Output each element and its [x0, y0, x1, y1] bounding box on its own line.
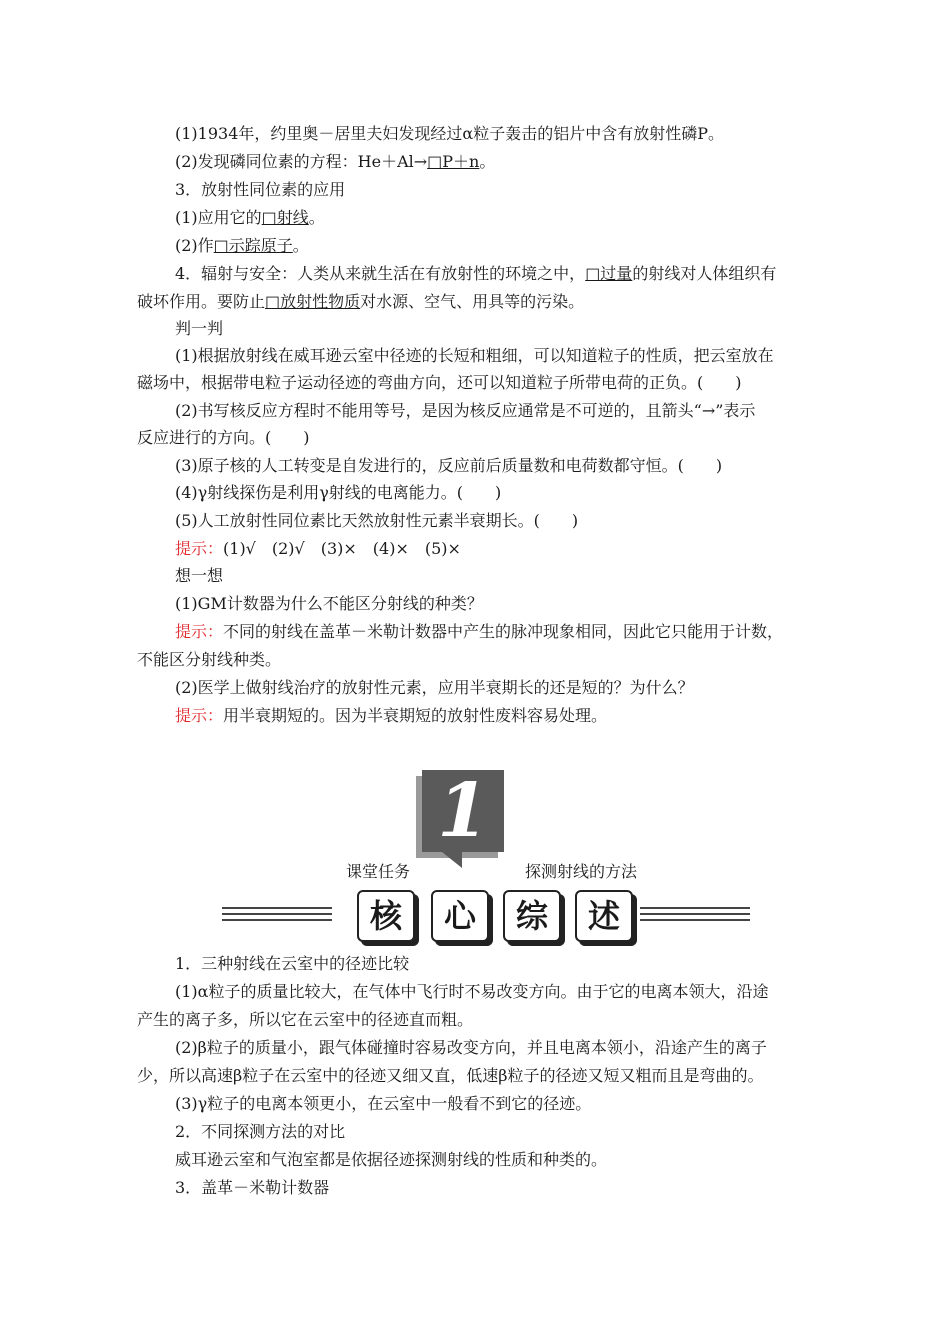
text-line: (2)医学上做射线治疗的放射性元素，应用半衰期长的还是短的？为什么？ — [175, 678, 694, 697]
hint-line — [175, 539, 461, 559]
text-line: 产生的离子多，所以它在云室中的径迹直而粗。 — [137, 1010, 474, 1029]
text-line: 2．不同探测方法的对比 — [175, 1122, 346, 1141]
section-heading: 想一想 — [175, 566, 224, 585]
heading-char-box — [431, 890, 489, 942]
text-span: (1)应用它的 — [175, 208, 262, 227]
hint-line — [175, 622, 783, 642]
heading-char-box — [357, 890, 415, 942]
text-line: 少，所以高速β粒子在云室中的径迹又细又直，低速β粒子的径迹又短又粗而且是弯曲的。 — [137, 1066, 764, 1085]
text-span: 4．辐射与安全：人类从来就生活在有放射性的环境之中， — [175, 264, 586, 283]
hint-line — [175, 706, 607, 726]
blank-answer: □放射性物质 — [265, 292, 361, 311]
heading-char-box — [575, 890, 633, 942]
divider-right — [640, 913, 750, 915]
text-line — [175, 152, 495, 172]
hint-label: 提示： — [175, 622, 224, 641]
task-label: 课堂任务 — [346, 862, 411, 881]
text-line — [175, 264, 776, 284]
text-line: 磁场中，根据带电粒子运动径迹的弯曲方向，还可以知道粒子所带电荷的正负。( ) — [137, 373, 742, 392]
heading-char: 述 — [587, 897, 620, 935]
text-span: 用半衰期短的。因为半衰期短的放射性废料容易处理。 — [223, 706, 608, 725]
blank-answer: □P＋n — [427, 152, 480, 171]
text-span: 不同的射线在盖革－米勒计数器中产生的脉冲现象相同，因此它只能用于计数， — [223, 622, 784, 641]
text-line: 不能区分射线种类。 — [137, 650, 282, 669]
heading-char-box — [503, 890, 561, 942]
text-line: (5)人工放射性同位素比天然放射性元素半衰期长。( ) — [175, 511, 579, 530]
hint-label: 提示： — [175, 706, 224, 725]
text-line: 威耳逊云室和气泡室都是依据径迹探测射线的性质和种类的。 — [175, 1150, 608, 1169]
text-span: (2)发现磷同位素的方程：He＋Al→ — [175, 152, 428, 171]
text-line: (1)α粒子的质量比较大，在气体中飞行时不易改变方向。由于它的电离本领大，沿途 — [175, 982, 769, 1001]
text-line — [137, 292, 584, 312]
text-line: (1)根据放射线在威耳逊云室中径迹的长短和粗细，可以知道粒子的性质，把云室放在 — [175, 346, 774, 365]
text-span: 。 — [308, 208, 325, 227]
blank-answer: □射线 — [261, 208, 309, 227]
hint-label: 提示： — [175, 539, 224, 558]
text-line: (3)原子核的人工转变是自发进行的，反应前后质量数和电荷数都守恒。( ) — [175, 456, 723, 475]
heading-char: 心 — [443, 897, 476, 935]
blank-answer: □示踪原子 — [213, 236, 293, 255]
section-heading: 判一判 — [175, 319, 224, 338]
text-line: (1)GM计数器为什么不能区分射线的种类？ — [175, 594, 483, 613]
divider-left — [222, 919, 332, 921]
task-title: 探测射线的方法 — [525, 862, 638, 881]
heading-char: 综 — [515, 897, 548, 935]
text-span: 对水源、空气、用具等的污染。 — [360, 292, 585, 311]
text-line — [175, 208, 325, 228]
text-span: 。 — [292, 236, 309, 255]
divider-right — [640, 919, 750, 921]
divider-left — [222, 907, 332, 909]
lesson-number: 1 — [437, 768, 489, 854]
text-span: 。 — [479, 152, 496, 171]
text-line: (3)γ粒子的电离本领更小，在云室中一般看不到它的径迹。 — [175, 1094, 592, 1113]
heading-char: 核 — [369, 897, 402, 935]
divider-left — [222, 913, 332, 915]
blank-answer: □过量 — [585, 264, 633, 283]
number-block-tail — [442, 852, 462, 868]
text-span: 的射线对人体组织有 — [632, 264, 777, 283]
text-line: (2)书写核反应方程时不能用等号，是因为核反应通常是不可逆的，且箭头“→”表示 — [175, 401, 756, 420]
text-line: 3．放射性同位素的应用 — [175, 180, 346, 199]
text-line — [175, 236, 309, 256]
text-line: (2)β粒子的质量小，跟气体碰撞时容易改变方向，并且电离本领小，沿途产生的离子 — [175, 1038, 767, 1057]
text-span: (2)作 — [175, 236, 214, 255]
divider-right — [640, 907, 750, 909]
text-line: 反应进行的方向。( ) — [137, 428, 310, 447]
text-line: (1)1934年，约里奥－居里夫妇发现经过α粒子轰击的铝片中含有放射性磷P。 — [175, 124, 724, 143]
text-line: (4)γ射线探伤是利用γ射线的电离能力。( ) — [175, 483, 502, 502]
text-line: 3．盖革－米勒计数器 — [175, 1178, 330, 1197]
text-span: 破坏作用。要防止 — [137, 292, 266, 311]
text-line: 1．三种射线在云室中的径迹比较 — [175, 954, 410, 973]
hint-answers: (1)√ (2)√ (3)× (4)× (5)× — [223, 539, 461, 558]
